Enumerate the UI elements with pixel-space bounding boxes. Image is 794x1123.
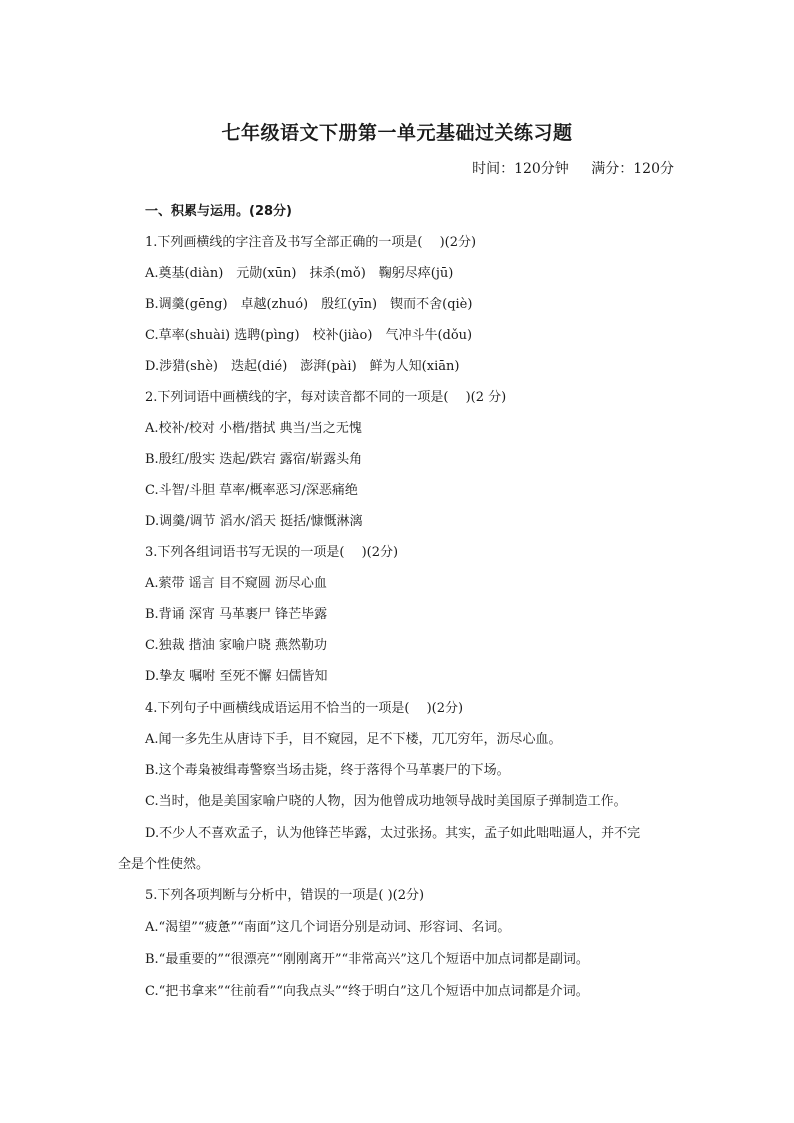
exam-score: 满分：120分	[591, 161, 674, 177]
question-5-stem: 5.下列各项判断与分析中，错误的一项是( )(2分)	[145, 888, 425, 903]
question-3-option-d: D.挚友 嘱咐 至死不懈 妇儒皆知	[145, 669, 328, 684]
question-1-stem: 1.下列画横线的字注音及书写全部正确的一项是( )(2分)	[145, 235, 477, 250]
question-5-option-a: A.“渴望”“疲惫”“南面”这几个词语分别是动词、形容词、名词。	[145, 920, 511, 935]
question-1-option-c: C.草率(shuài) 选聘(pìng) 校补(jiào) 气冲斗牛(dǒu)	[145, 328, 473, 343]
question-4-option-b: B.这个毒枭被缉毒警察当场击毙，终于落得个马革裹尸的下场。	[145, 763, 510, 778]
question-4-stem: 4.下列句子中画横线成语运用不恰当的一项是( )(2分)	[145, 701, 464, 716]
question-1-option-a: A.奠基(diàn) 元勋(xūn) 抹杀(mǒ) 鞠躬尽瘁(jū)	[145, 266, 454, 281]
exam-meta	[454, 158, 674, 178]
section-heading: 一、积累与运用。(28分)	[145, 204, 292, 219]
question-5-option-c: C.“把书拿来”“往前看”“向我点头”“终于明白”这几个短语中加点词都是介词。	[145, 984, 589, 999]
question-5-option-b: B.“最重要的”“很漂亮”“刚刚离开”“非常高兴”这几个短语中加点词都是副词。	[145, 952, 589, 967]
question-4-option-a: A.闻一多先生从唐诗下手，目不窥园，足不下楼，兀兀穷年，沥尽心血。	[145, 732, 562, 747]
question-2-option-c: C.斗智/斗胆 草率/概率恶习/深恶痛绝	[145, 483, 358, 498]
page-title: 七年级语文下册第一单元基础过关练习题	[221, 122, 573, 144]
question-4-option-d: D.不少人不喜欢孟子，认为他锋芒毕露，太过张扬。其实，孟子如此咄咄逼人，并不完	[145, 826, 641, 841]
question-3-option-c: C.独裁 揩油 家喻户晓 燕然勒功	[145, 638, 328, 653]
question-2-option-d: D.调羹/调节 滔水/滔天 挺括/慷慨淋漓	[145, 514, 363, 529]
question-1-option-b: B.调羹(gēng) 卓越(zhuó) 殷红(yīn) 锲而不舍(qiè)	[145, 297, 473, 312]
question-3-option-a: A.萦带 谣言 目不窥圆 沥尽心血	[145, 576, 327, 591]
question-3-stem: 3.下列各组词语书写无误的一项是( )(2分)	[145, 545, 399, 560]
question-4-option-c: C.当时，他是美国家喻户晓的人物，因为他曾成功地领导战时美国原子弹制造工作。	[145, 794, 627, 809]
question-2-option-a: A.校补/校对 小楷/揩拭 典当/当之无愧	[145, 421, 362, 436]
question-1-option-d: D.涉猎(shè) 迭起(dié) 澎湃(pài) 鲜为人知(xiān)	[145, 359, 460, 374]
exam-time: 时间：120分钟	[472, 161, 569, 177]
question-2-option-b: B.殷红/殷实 迭起/跌宕 露宿/崭露头角	[145, 452, 363, 467]
question-4-option-d-continued: 全是个性使然。	[118, 857, 210, 872]
question-2-stem: 2.下列词语中画横线的字，每对读音都不同的一项是( )(2 分)	[145, 390, 507, 405]
question-3-option-b: B.背诵 深宵 马革裹尸 锋芒毕露	[145, 607, 328, 622]
